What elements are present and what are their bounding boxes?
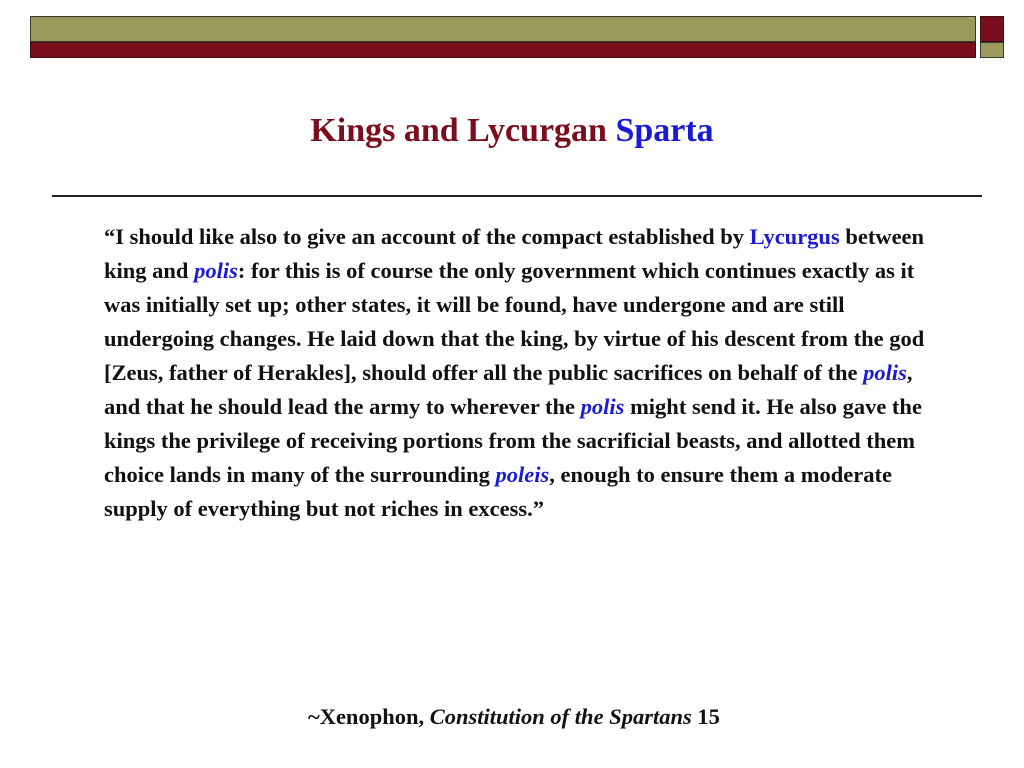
quote-text-4: , and that he should lead the army to wherever the [104, 360, 913, 419]
citation-section: 15 [691, 704, 720, 729]
olive-stripe [30, 16, 976, 42]
citation [308, 700, 908, 734]
maroon-stripe [30, 42, 976, 58]
slide-title [0, 112, 1024, 150]
quote-text-3: : for this is of course the only government which continues exactly as it was initially set up; other states, it will be found, have undergone and are still undergoing changes. He laid down that the king, by virtue of his descent from the god [Zeus, father of Herakles], should offer all the public sacrifices on behalf of the [104, 258, 925, 385]
slide-title-accent: Sparta [615, 112, 714, 149]
citation-author: ~Xenophon, [308, 704, 430, 729]
quote-text-2: between king and [104, 224, 925, 283]
title-divider [52, 195, 982, 197]
slide-title-main: Kings and Lycurgan [310, 112, 607, 149]
quote-term-polis: polis [194, 258, 238, 283]
citation-work: Constitution of the Spartans [429, 704, 692, 729]
quote-text-5: might send it. He also gave the kings the privilege of receiving portions from the sacrificial beasts, and allotted them choice lands in many of the surrounding [104, 394, 922, 487]
top-decorative-bar [30, 16, 976, 58]
quote-text-1: “I should like also to give an account of the compact established by [104, 224, 750, 249]
corner-box-maroon [980, 16, 1004, 42]
quote-term-poleis: poleis [495, 462, 550, 487]
quote-term-polis: polis [580, 394, 625, 419]
quote-term-polis: polis [863, 360, 907, 385]
quote-text-6: , enough to ensure them a moderate supply of everything but not riches in excess.” [104, 462, 892, 521]
quote-paragraph [104, 220, 934, 526]
quote-term-lycurgus: Lycurgus [749, 224, 840, 249]
corner-box-olive [980, 42, 1004, 58]
